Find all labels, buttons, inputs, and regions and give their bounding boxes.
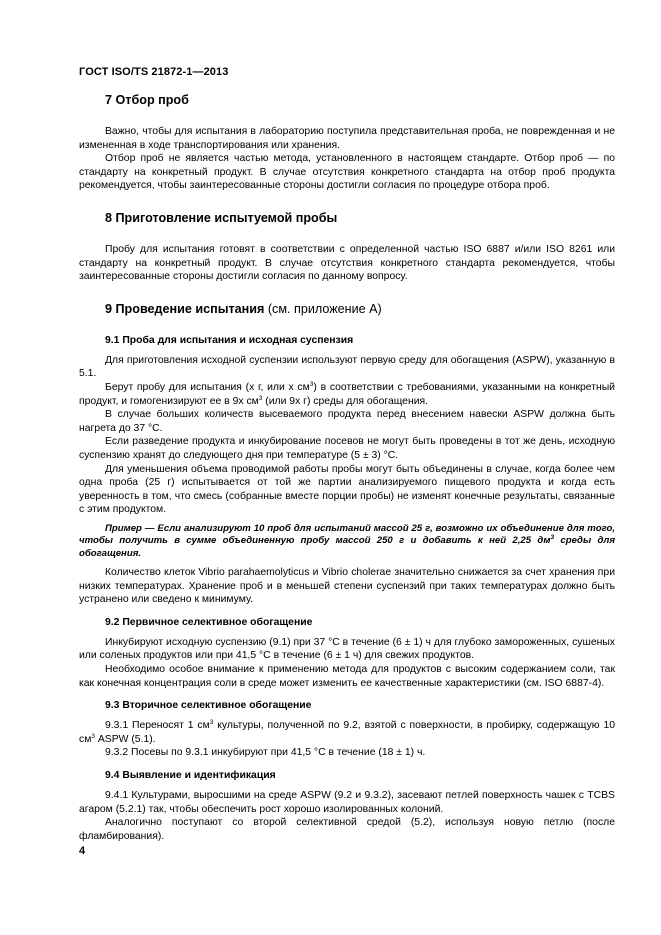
subsection-9-4-paragraph-1: 9.4.1 Культурами, выросшими на среде ASPW (9.2 и 9.3.2), засевают петлей поверхность чашек с TCBS агаром (5.2.1) так, чтобы обеспечить рост хорошо изолированных колоний. [79,790,615,815]
subsection-9-2-paragraph-1: Инкубируют исходную суспензию (9.1) при 37 °С в течение (6 ± 1) ч для глубоко замороженных, сушеных или соленых продуктов или при 41,5 °С в течение (6 ± 1 ч) для свежих продуктов. [79,636,615,662]
example-label: Пример — [105,522,155,534]
example-note: Пример — Если анализируют 10 проб для испытаний массой 25 г, возможно их объединение для того, чтобы получить в сумме объединенную пробу массой 250 г и добавить к ней 2,25 $дм^3$ среды для обогащения. [79,522,616,559]
document-header: ГОСТ ISO/TS 21872-1—2013 [79,66,229,78]
subsection-9-3-paragraph-1: 9.3.1 Переносят 1 $см^3$ культуры, полученной по 9.2, взятой с поверхности, в пробирку, содержащую 10 $см^3$ ASPW (5.1). [79,719,616,745]
subsection-9-4-paragraph-2: Аналогично поступают со второй селективной средой (5.2), используя новую петлю (после фламбирования). [79,817,615,842]
section-8-paragraph-1: Пробу для испытания готовят в соответствии с определенной частью ISO 6887 и/или ISO 8261 или стандарту на конкретный продукт. В случае отсутствия конкретного стандарта рекомендуется, чтобы заинтересованные стороны достигли согласия по данному вопросу. [79,243,615,283]
subsection-9-1-paragraph-2: Берут пробу для испытания (x г, или x $см^3$) в соответствии с требованиями, указанными на конкретный продукт, и гомогенизируют ее в 9x $см^3$ (или 9x г) среды для обогащения. [79,380,615,407]
section-9-title-reference: (см. приложение А) [267,301,382,316]
subsection-9-2-paragraph-2: Необходимо особое внимание к применению метода для продуктов с высоким содержанием соли, так как конечная концентрация соли в среде может изменить ее качественные характеристики (см. ISO 6887-4). [79,664,615,689]
section-9-title [105,301,615,317]
subsection-9-1-paragraph-3: В случае больших количеств высеваемого продукта перед внесением навески ASPW должна быть нагрета до 37 °С. [79,409,615,434]
page-number: 4 [79,845,86,857]
subsection-9-2-title: 9.2 Первичное селективное обогащение [105,616,313,628]
subsection-9-1-paragraph-4: Если разведение продукта и инкубирование посевов не могут быть проведены в тот же день, исходную суспензию хранят до следующего дня при температуре (5 ± 3) °С. [79,436,615,461]
subsection-9-1-title: 9.1 Проба для испытания и исходная суспензия [105,334,354,346]
subsection-9-3-title: 9.3 Вторичное селективное обогащение [105,700,312,712]
subsection-9-1-paragraph-5: Для уменьшения объема проводимой работы пробы могут быть объединены в случае, когда более чем одна проба (25 г) испытывается от той же партии анализируемого пищевого продукта и когда есть уверенность в том, что смесь (собранные вместе порции пробы) не изменят конечные результаты, связанные с этим продуктом. [79,463,615,516]
subsection-9-1-paragraph-6: Количество клеток Vibrio parahaemolyticus и Vibrio cholerae значительно снижается за счет хранения при низких температурах. Хранение проб и в меньшей степени суспензий при таких температурах должно быть устранено или сведено к минимуму. [79,567,615,606]
section-7-paragraph-2: Отбор проб не является частью метода, установленного в настоящем стандарте. Отбор проб — по стандарту на конкретный продукт. В случае отсутствия конкретного стандарта на отбор проб продукта рекомендуется, чтобы заинтересованные стороны достигли согласия по процедуре отбора проб. [79,153,615,192]
subsection-9-1-paragraph-1: Для приготовления исходной суспензии используют первую среду для обогащения (ASPW), указанную в 5.1. [79,354,615,380]
section-9-title-text: 9 Проведение испытания [105,301,265,316]
section-7-paragraph-1: Важно, чтобы для испытания в лабораторию поступила представительная проба, не поврежденная и не измененная в ходе транспортирования или хранения. [79,126,615,151]
subsection-9-3-paragraph-2: 9.3.2 Посевы по 9.3.1 инкубируют при 41,5 °С в течение (18 ± 1) ч. [105,747,426,759]
document-body [79,92,615,843]
subsection-9-4-title: 9.4 Выявление и идентификация [105,770,276,782]
section-7-title: 7 Отбор проб [105,93,189,107]
section-8-title: 8 Приготовление испытуемой пробы [105,210,338,225]
